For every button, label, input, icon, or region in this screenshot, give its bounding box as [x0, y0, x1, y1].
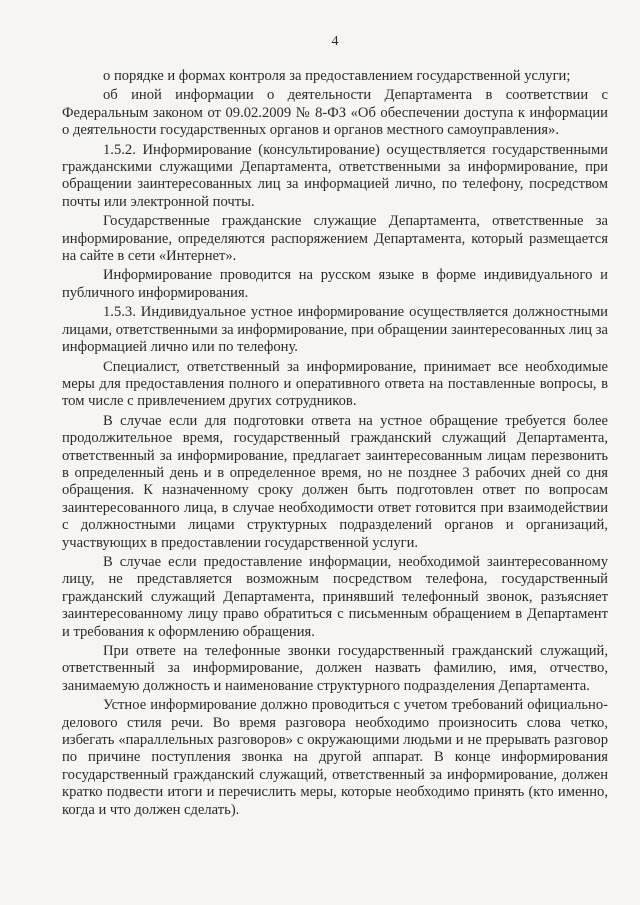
paragraph-1-5-3: 1.5.3. Индивидуальное устное информирование осуществляется должностными лицами, ответственными за информирование, при обращении заинтересованных лиц за информацией лично или по телефону. [62, 304, 608, 356]
paragraph-longer-time: В случае если для подготовки ответа на устное обращение требуется более продолжительное время, государственный гражданский служащий Департамента, ответственный за информирование, предлагает заинтересованным лицам перезвонить в определенный день и в определенное время, но не позднее 3 рабочих дней со дня обращения. К назначенному сроку должен быть подготовлен ответ по вопросам заинтересованного лица, в случае необходимости ответ готовится при взаимодействии с должностными лицами структурных подразделений органов и организаций, участвующих в предоставлении государственной услуги. [62, 412, 608, 551]
paragraph-oral-style: Устное информирование должно проводиться с учетом требований официально-делового стиля речи. Во время разговора необходимо произносить слова четко, избегать «параллельных разговоров» с окружающими людьми и не прерывать разговор по причине поступления звонка на другой аппарат. В конце информирования государственный гражданский служащий, ответственный за информирование, должен кратко подвести итоги и перечислить меры, которые необходимо принять (кто именно, когда и что должен сделать). [62, 697, 608, 818]
paragraph-1-5-2: 1.5.2. Информирование (консультирование) осуществляется государственными гражданскими служащими Департамента, ответственными за информирование, при обращении заинтересованных лиц за информацией лично, по телефону, посредством почты или электронной почты. [62, 141, 608, 210]
paragraph-specialist: Специалист, ответственный за информирование, принимает все необходимые меры для предоставления полного и оперативного ответа на поставленные вопросы, в том числе с привлечением других сотрудников. [62, 358, 608, 410]
paragraph-other-info: об иной информации о деятельности Департамента в соответствии с Федеральным законом от 09.02.2009 № 8-ФЗ «Об обеспечении доступа к информации о деятельности государственных органов и органов местного самоуправления». [62, 87, 608, 139]
paragraph-phone-answer: При ответе на телефонные звонки государственный гражданский служащий, ответственный за информирование, должен назвать фамилию, имя, отчество, занимаемую должность и наименование структурного подразделения Департамента. [62, 643, 608, 694]
paragraph-written-request: В случае если предоставление информации, необходимой заинтересованному лицу, не представляется возможным посредством телефона, государственный гражданский служащий Департамента, принявший телефонный звонок, разъясняет заинтересованному лицу право обратиться с письменным обращением в Департамент и требования к оформлению обращения. [62, 553, 608, 640]
paragraph-control-order: о порядке и формах контроля за предоставлением государственной услуги; [103, 68, 571, 84]
paragraph-responsible-officials: Государственные гражданские служащие Департамента, ответственные за информирование, определяются распоряжением Департамента, который размещается на сайте в сети «Интернет». [62, 213, 608, 265]
page-number: 4 [331, 34, 339, 49]
paragraph-language: Информирование проводится на русском языке в форме индивидуального и публичного информирования. [62, 267, 608, 301]
